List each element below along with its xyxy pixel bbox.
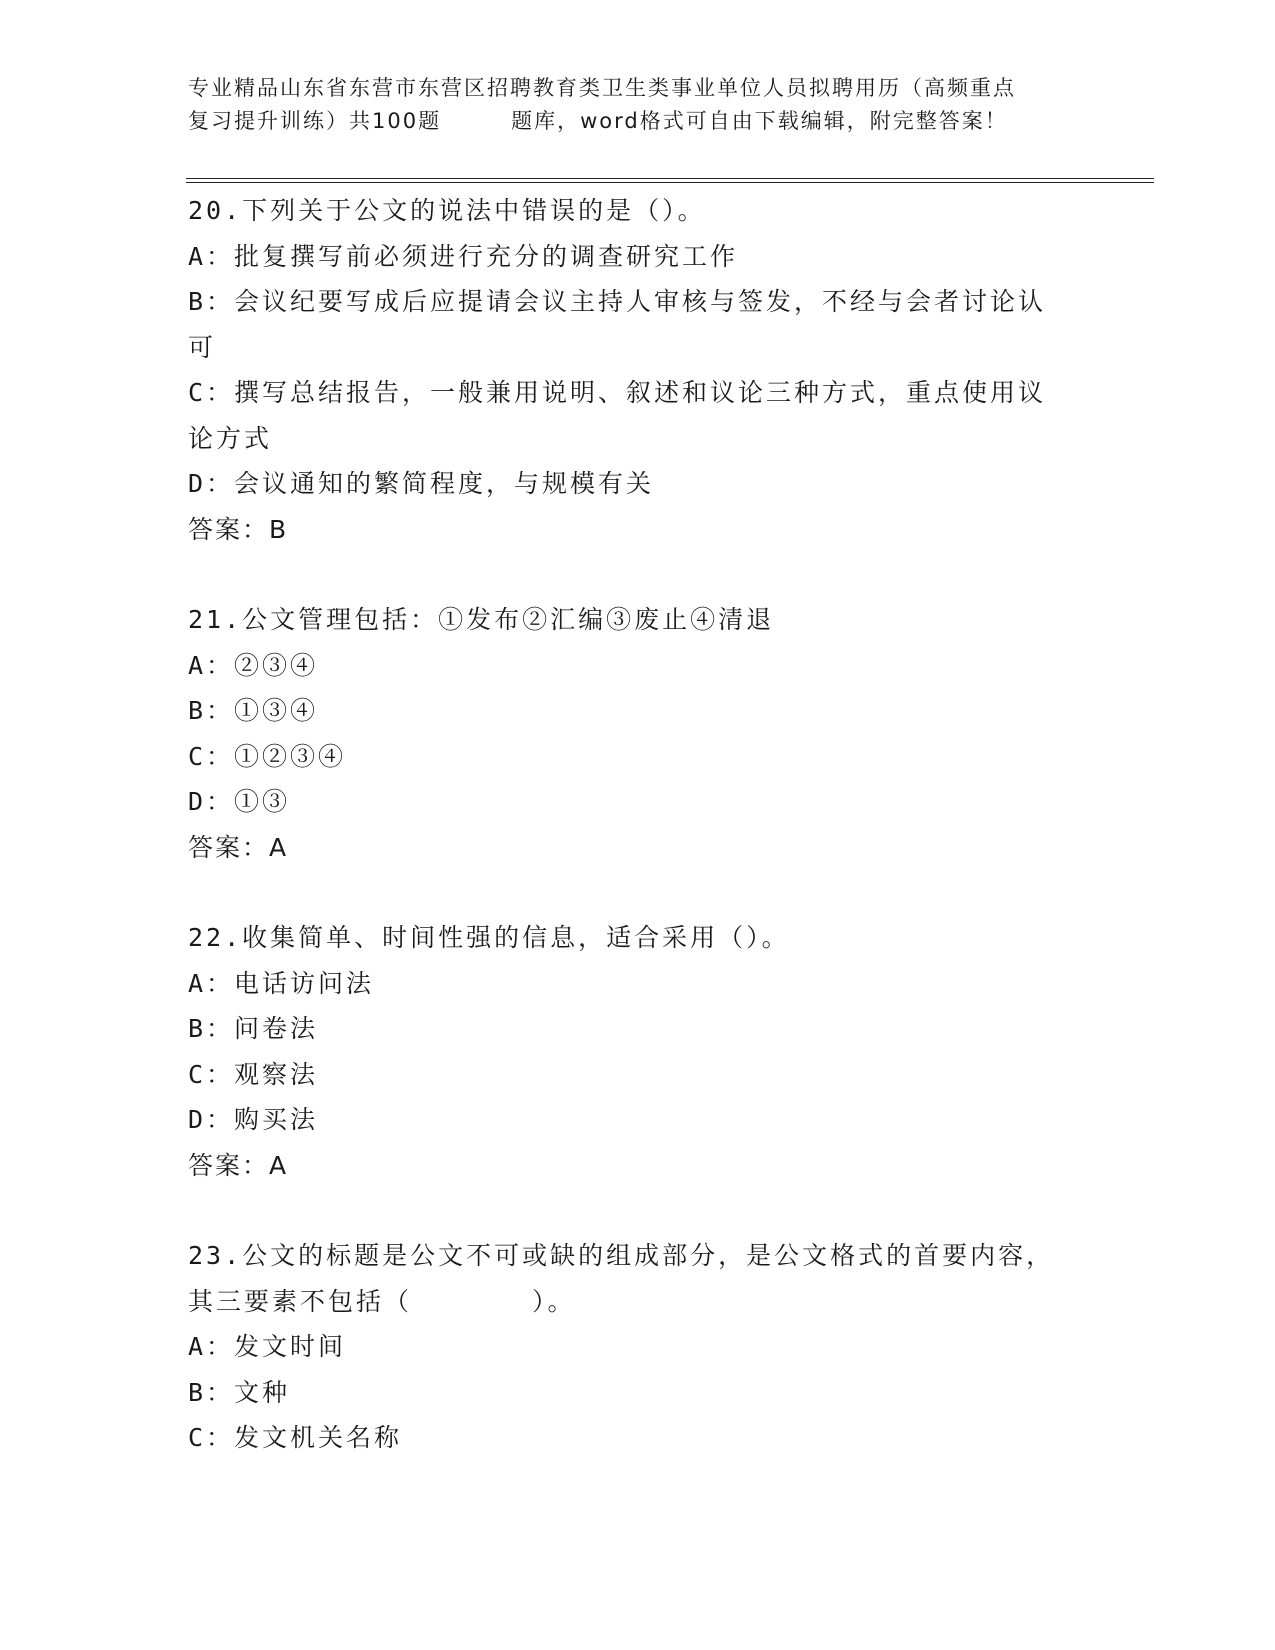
option-b: B：问卷法: [188, 1014, 319, 1043]
answer: 答案：B: [188, 514, 289, 544]
question-20: [188, 188, 1088, 552]
question-stem: 23.公文的标题是公文不可或缺的组成部分，是公文格式的首要内容，: [188, 1241, 1055, 1270]
option-b: B：会议纪要写成后应提请会议主持人审核与签发，不经与会者讨论认: [188, 287, 1047, 316]
question-stem-continued: [188, 1279, 1088, 1325]
option-c: C：发文机关名称: [188, 1423, 403, 1452]
option-b: B：文种: [188, 1377, 291, 1407]
header-line-2: [188, 105, 1088, 138]
option-a: A：批复撰写前必须进行充分的调查研究工作: [188, 241, 739, 271]
question-stem: 20.下列关于公文的说法中错误的是（）。: [188, 196, 706, 225]
answer: 答案：A: [188, 1150, 289, 1180]
option-c: C：观察法: [188, 1059, 319, 1089]
option-a: A：电话访问法: [188, 968, 375, 998]
option-b: B：①③④: [188, 696, 319, 725]
document-header: [188, 72, 1088, 138]
question-list: [188, 188, 1088, 1461]
question-21: [188, 597, 1088, 870]
question-23: [188, 1233, 1088, 1461]
header-line-2-part-2: 题库，word格式可自由下载编辑，附完整答案！: [511, 109, 1008, 133]
option-d: D：①③: [188, 787, 291, 816]
option-d: D：会议通知的繁简程度，与规模有关: [188, 469, 655, 498]
option-d: D：购买法: [188, 1105, 319, 1134]
option-c: C：撰写总结报告，一般兼用说明、叙述和议论三种方式，重点使用议: [188, 378, 1047, 407]
option-c: C：①②③④: [188, 741, 347, 771]
stem-tail-start: 其三要素不包括（: [188, 1286, 413, 1316]
header-divider-bottom: [186, 182, 1154, 183]
option-b-continued: 可: [188, 332, 217, 362]
header-divider-top: [186, 178, 1154, 179]
question-stem: 22.收集简单、时间性强的信息，适合采用（）。: [188, 923, 790, 952]
question-22: [188, 915, 1088, 1188]
option-a: A：发文时间: [188, 1332, 347, 1361]
option-a: A：②③④: [188, 650, 319, 680]
header-line-1: 专业精品山东省东营市东营区招聘教育类卫生类事业单位人员拟聘用历（高频重点: [188, 76, 1016, 100]
answer: 答案：A: [188, 832, 289, 862]
stem-tail-end: ）。: [532, 1286, 576, 1316]
option-c-continued: 论方式: [188, 423, 273, 453]
question-stem: 21.公文管理包括：①发布②汇编③废止④清退: [188, 605, 775, 634]
header-line-2-part-1: 复习提升训练）共100题: [188, 109, 442, 133]
